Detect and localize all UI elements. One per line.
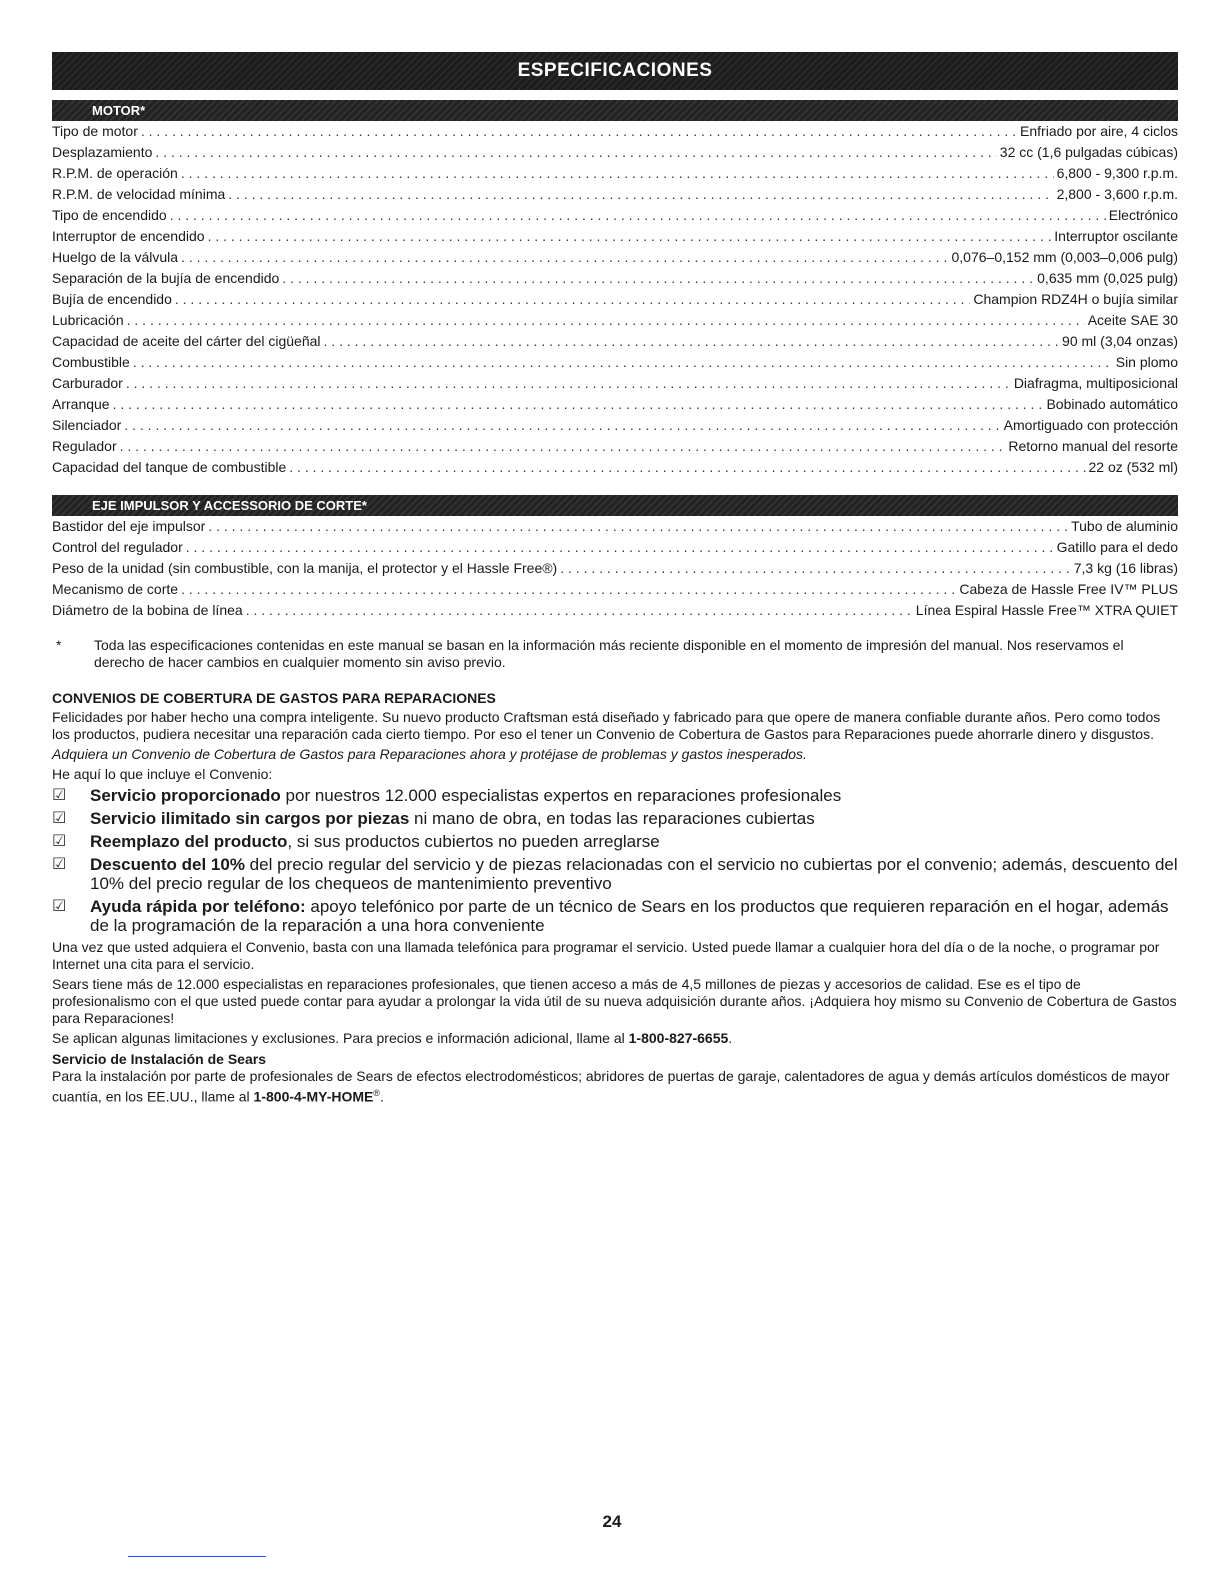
benefits-list (52, 786, 1178, 935)
benefit-item (52, 897, 1178, 935)
dot-leader (324, 331, 1060, 352)
spec-row (52, 163, 1178, 184)
spec-label: Tipo de encendido (52, 207, 167, 223)
installation-service-title: Servicio de Instalación de Sears (52, 1051, 266, 1067)
benefit-item (52, 786, 1178, 805)
dot-leader (175, 289, 970, 310)
limitations-text: Se aplican algunas limitaciones y exclusiones. Para precios e información adicional, llame al (52, 1030, 629, 1046)
spec-value: Champion RDZ4H o bujía similar (973, 291, 1178, 307)
spec-value: 32 cc (1,6 pulgadas cúbicas) (999, 144, 1178, 160)
dot-leader (124, 415, 1000, 436)
spec-label: Peso de la unidad (sin combustible, con la manija, el protector y el Hassle Free®) (52, 560, 558, 576)
scheduling-paragraph: Una vez que usted adquiera el Convenio, basta con una llamada telefónica para programar el servicio. Usted puede llamar a cualquier hora del día o de la noche, o programar por Internet una cita para el servicio. (52, 939, 1160, 972)
spec-label: Capacidad de aceite del cárter del cigüeñal (52, 333, 321, 349)
dot-leader (246, 600, 913, 621)
specifications-banner: ESPECIFICACIONES (52, 52, 1178, 90)
spec-row (52, 268, 1178, 289)
spec-value: Línea Espiral Hassle Free™ XTRA QUIET (915, 602, 1178, 618)
dot-leader (289, 457, 1085, 478)
installation-phone-number: 1-800-4-MY-HOME (253, 1088, 374, 1105)
registered-mark: ® (373, 1088, 380, 1098)
spec-row (52, 226, 1178, 247)
benefit-bold: Servicio proporcionado (90, 786, 281, 805)
page-content (52, 52, 1178, 1106)
limitations-paragraph (52, 1030, 1178, 1047)
installation-paragraph (52, 1068, 1178, 1106)
spec-value: Retorno manual del resorte (1008, 438, 1178, 454)
spec-value: Tubo de aluminio (1071, 518, 1178, 534)
spec-row (52, 537, 1178, 558)
spec-label: Diámetro de la bobina de línea (52, 602, 243, 618)
spec-label: Control del regulador (52, 539, 183, 555)
spec-label: R.P.M. de operación (52, 165, 178, 181)
spec-label: Silenciador (52, 417, 122, 433)
spec-value: Electrónico (1108, 207, 1178, 223)
spec-value: 90 ml (3,04 onzas) (1062, 333, 1178, 349)
dot-leader (181, 579, 956, 600)
benefit-item (52, 855, 1178, 893)
spec-value: Bobinado automático (1046, 396, 1178, 412)
benefit-item (52, 832, 1178, 851)
spec-label: Lubricación (52, 312, 124, 328)
limitations-end: . (728, 1030, 733, 1046)
spec-value: 0,076–0,152 mm (0,003–0,006 pulg) (951, 249, 1178, 265)
spec-row (52, 289, 1178, 310)
checkbox-icon: ☑ (52, 833, 67, 850)
repair-agreements-title: CONVENIOS DE COBERTURA DE GASTOS PARA REPARACIONES (52, 690, 496, 706)
motor-section-heading: MOTOR* (52, 100, 1178, 121)
spec-label: Regulador (52, 438, 117, 454)
spec-value: 7,3 kg (16 libras) (1073, 560, 1178, 576)
benefit-bold: Ayuda rápida por teléfono: (90, 897, 306, 916)
benefit-text: , si sus productos cubiertos no pueden arreglarse (287, 832, 660, 851)
spec-value: Enfriado por aire, 4 ciclos (1020, 123, 1178, 139)
spec-label: R.P.M. de velocidad mínima (52, 186, 226, 202)
dot-leader (127, 310, 1085, 331)
dot-leader (282, 268, 1034, 289)
checkbox-icon: ☑ (52, 810, 67, 827)
dot-leader (186, 537, 1054, 558)
dot-leader (155, 142, 996, 163)
benefit-text: por nuestros 12.000 especialistas expertos en reparaciones profesionales (280, 786, 842, 805)
dot-leader (126, 373, 1011, 394)
benefit-bold: Descuento del 10% (90, 855, 245, 874)
bottom-rule (128, 1556, 266, 1557)
motor-spec-list (52, 121, 1178, 478)
spec-value: Amortiguado con protección (1003, 417, 1178, 433)
spec-row (52, 579, 1178, 600)
spec-value: Cabeza de Hassle Free IV™ PLUS (959, 581, 1178, 597)
dot-leader (181, 247, 948, 268)
repair-agreements-cta: Adquiera un Convenio de Cobertura de Gastos para Reparaciones ahora y protéjase de problemas y gastos inesperados. (52, 746, 807, 762)
spec-label: Carburador (52, 375, 123, 391)
spec-row (52, 558, 1178, 579)
spec-value: Aceite SAE 30 (1087, 312, 1178, 328)
footnote-marker: * (56, 637, 62, 653)
footnote-text: Toda las especificaciones contenidas en este manual se basan en la información más reciente disponible en el momento de impresión del manual. Nos reservamos el derecho de hacer cambios en cualquier momento sin aviso previo. (94, 637, 1124, 670)
spec-label: Huelgo de la válvula (52, 249, 179, 265)
checkbox-icon: ☑ (52, 787, 67, 804)
spec-row (52, 184, 1178, 205)
spec-row (52, 415, 1178, 436)
spec-label: Bujía de encendido (52, 291, 172, 307)
spec-label: Mecanismo de corte (52, 581, 179, 597)
repair-agreements-includes: He aquí lo que incluye el Convenio: (52, 766, 273, 782)
spec-label: Desplazamiento (52, 144, 153, 160)
spec-row (52, 331, 1178, 352)
spec-label: Separación de la bujía de encendido (52, 270, 280, 286)
spec-row (52, 352, 1178, 373)
spec-row (52, 142, 1178, 163)
spec-row (52, 121, 1178, 142)
dot-leader (133, 352, 1113, 373)
spec-row (52, 394, 1178, 415)
checkbox-icon: ☑ (52, 898, 67, 915)
specialists-paragraph: Sears tiene más de 12.000 especialistas en reparaciones profesionales, que tienen acceso a más de 4,5 millones de piezas y accesorios de calidad. Ese es el tipo de profesionalismo con el que usted puede contar para ayudar a prolongar la vida útil de su nueva adquisición durante años. ¡Adquiera hoy mismo su Convenio de Cobertura de Gastos para Reparaciones! (52, 976, 1177, 1026)
dot-leader (170, 205, 1106, 226)
spec-value: 6,800 - 9,300 r.p.m. (1056, 165, 1178, 181)
dot-leader (560, 558, 1070, 579)
spec-label: Bastidor del eje impulsor (52, 518, 206, 534)
spec-value: 2,800 - 3,600 r.p.m. (1056, 186, 1178, 202)
dot-leader (181, 163, 1054, 184)
spec-label: Capacidad del tanque de combustible (52, 459, 287, 475)
spec-row (52, 600, 1178, 621)
dot-leader (113, 394, 1044, 415)
benefit-item (52, 809, 1178, 828)
spec-value: Sin plomo (1115, 354, 1178, 370)
spec-row (52, 373, 1178, 394)
spec-label: Combustible (52, 354, 130, 370)
spec-row (52, 247, 1178, 268)
dot-leader (120, 436, 1006, 457)
spec-value: Gatillo para el dedo (1056, 539, 1178, 555)
checkbox-icon: ☑ (52, 856, 67, 873)
spec-row (52, 516, 1178, 537)
spec-label: Interruptor de encendido (52, 228, 205, 244)
dot-leader (208, 516, 1068, 537)
spec-label: Arranque (52, 396, 110, 412)
spec-row (52, 457, 1178, 478)
dot-leader (208, 226, 1052, 247)
dot-leader (228, 184, 1053, 205)
benefit-bold: Reemplazo del producto (90, 832, 288, 851)
spec-value: 22 oz (532 ml) (1088, 459, 1178, 475)
installation-end: . (380, 1088, 384, 1105)
spec-value: Interruptor oscilante (1054, 228, 1178, 244)
shaft-section-heading: EJE IMPULSOR Y ACCESSORIO DE CORTE* (52, 495, 1178, 516)
page-number: 24 (602, 1512, 622, 1531)
benefit-text: del precio regular del servicio y de piezas relacionadas con el servicio no cubiertas por el convenio; además, descuento del 10% del precio regular de los chequeos de mantenimiento preventivo (90, 855, 1178, 893)
shaft-spec-list (52, 516, 1178, 621)
spec-row (52, 436, 1178, 457)
benefit-bold: Servicio ilimitado sin cargos por piezas (90, 809, 410, 828)
installation-text: Para la instalación por parte de profesionales de Sears de efectos electrodomésticos; abridores de puertas de garaje, calentadores de agua y demás artículos domésticos de mayor cuantía, en los EE.UU., llame al (52, 1068, 1170, 1105)
repair-phone-number: 1-800-827-6655 (628, 1030, 729, 1046)
spec-value: 0,635 mm (0,025 pulg) (1037, 270, 1178, 286)
benefit-text: ni mano de obra, en todas las reparaciones cubiertas (409, 809, 815, 828)
benefit-text: apoyo telefónico por parte de un técnico de Sears en los productos que requieren reparación en el hogar, además de la programación de la reparación a una hora conveniente (90, 897, 1169, 935)
spec-value: Diafragma, multiposicional (1013, 375, 1178, 391)
spec-row (52, 205, 1178, 226)
specifications-footnote (52, 637, 1178, 671)
spec-label: Tipo de motor (52, 123, 138, 139)
repair-agreements-intro: Felicidades por haber hecho una compra inteligente. Su nuevo producto Craftsman está diseñado y fabricado para que opere de manera confiable durante años. Pero como todos los productos, pudiera necesitar una reparación cada cierto tiempo. Por eso el tener un Convenio de Cobertura de Gastos para Reparaciones puede ahorrarle dinero y disgustos. (52, 709, 1161, 742)
spec-row (52, 310, 1178, 331)
dot-leader (141, 121, 1017, 142)
